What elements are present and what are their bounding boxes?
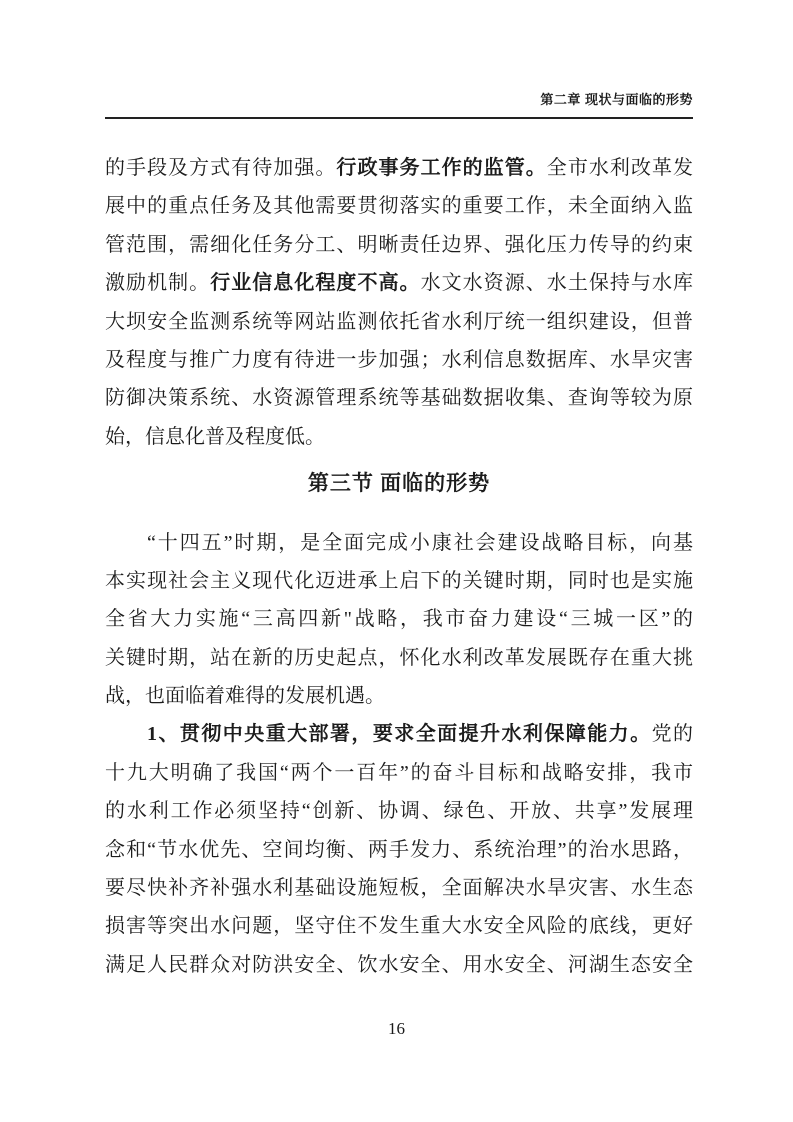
page-footer [0,1019,793,1039]
text-run: 党的 [651,723,693,746]
text-line [105,946,693,984]
text-line [105,303,693,341]
text-line [105,562,693,600]
text-line [105,226,693,264]
text-run: 十九大明确了我国“两个一百年”的奋斗目标和战略安排，我市 [105,761,693,784]
paragraph [105,149,693,456]
text-line [105,187,693,225]
text-line [105,149,693,187]
text-line [105,524,693,562]
text-line [105,754,693,792]
text-line [105,341,693,379]
text-run: “十四五”时期，是全面完成小康社会建设战略目标，向基 [147,531,693,554]
text-run: 展中的重点任务及其他需要贯彻落实的重要工作，未全面纳入监 [105,195,693,218]
bold-text-run: 行政事务工作的监管。 [336,157,547,179]
text-line [105,869,693,907]
bold-text-run: 1、贯彻中央重大部署，要求全面提升水利保障能力。 [147,723,652,746]
section-heading: 第三节 面临的形势 [307,471,491,496]
text-run: 关键时期，站在新的历史起点，怀化水利改革发展既存在重大挑 [105,646,693,669]
text-run: 念和“节水优先、空间均衡、两手发力、系统治理”的治水思路， [105,838,693,861]
text-run: 水文水资源、水土保持与水库 [420,272,693,295]
chapter-title: 第二章 现状与面临的形势 [540,92,693,107]
text-line [105,715,693,753]
text-run: 战，也面临着难得的发展机遇。 [105,685,385,708]
document-body [105,149,693,984]
text-run: 的手段及方式有待加强。 [105,157,337,179]
text-run: 管范围，需细化任务分工、明晰责任边界、强化压力传导的约束 [105,233,693,256]
paragraph [105,715,693,984]
text-run: 及程度与推广力度有待进一步加强；水利信息数据库、水旱灾害 [105,348,693,371]
text-line [105,264,693,302]
text-line [105,907,693,945]
text-run: 要尽快补齐补强水利基础设施短板，全面解决水旱灾害、水生态 [105,877,693,900]
text-run: 的水利工作必须坚持“创新、协调、绿色、开放、共享”发展理 [105,800,693,823]
header-rule [105,117,693,119]
text-line [105,677,693,715]
text-line [105,639,693,677]
text-run: 全市水利改革发 [546,157,693,179]
text-line [105,418,693,456]
text-line [105,792,693,830]
text-run: 防御决策系统、水资源管理系统等基础数据收集、查询等较为原 [105,387,693,410]
text-run: 满足人民群众对防洪安全、饮水安全、用水安全、河湖生态安全 [105,953,693,976]
page-header [105,89,693,108]
text-run: 损害等突出水问题，坚守住不发生重大水安全风险的底线，更好 [105,915,693,938]
page-number: 16 [388,1019,405,1038]
text-run: 激励机制。 [105,272,211,295]
text-line [105,379,693,417]
text-line [105,831,693,869]
text-run: 全省大力实施“三高四新"战略，我市奋力建设“三城一区”的 [105,608,693,631]
bold-text-run: 行业信息化程度不高。 [210,272,421,295]
text-run: 始，信息化普及程度低。 [105,425,325,448]
paragraph [105,524,693,716]
text-run: 大坝安全监测系统等网站监测依托省水利厅统一组织建设，但普 [105,310,693,333]
text-run: 本实现社会主义现代化迈进承上启下的关键时期，同时也是实施 [105,569,693,592]
text-line [105,600,693,638]
